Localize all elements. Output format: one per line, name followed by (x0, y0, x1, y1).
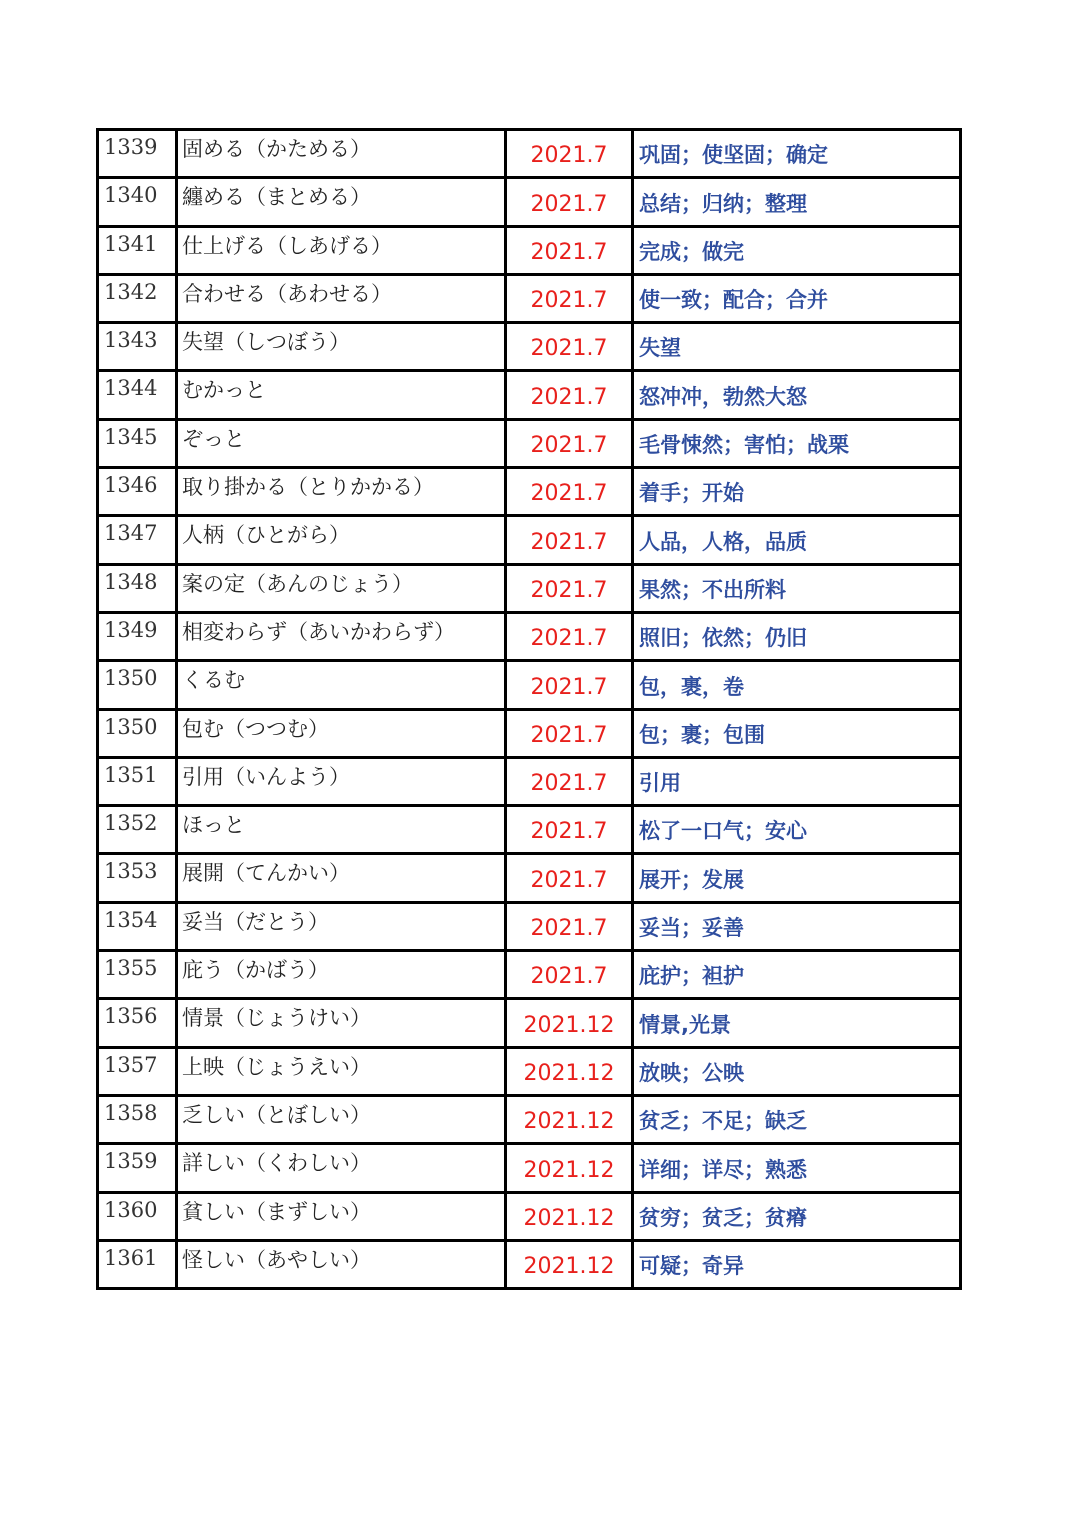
entry-number-cell: 1352 (98, 806, 177, 854)
word-cell: 仕上げる（しあげる） (177, 226, 506, 274)
word-cell: 貧しい（まずしい） (177, 1192, 506, 1240)
date-cell: 2021.7 (506, 323, 633, 371)
word-cell: 妥当（だとう） (177, 902, 506, 950)
meaning-cell: 怒冲冲，勃然大怒 (633, 371, 961, 419)
meaning-cell: 着手；开始 (633, 468, 961, 516)
date-cell: 2021.7 (506, 902, 633, 950)
meaning-cell: 贫穷；贫乏；贫瘠 (633, 1192, 961, 1240)
date-cell: 2021.12 (506, 999, 633, 1047)
word-cell: 案の定（あんのじょう） (177, 564, 506, 612)
meaning-cell: 包；裹；包围 (633, 709, 961, 757)
date-cell: 2021.7 (506, 516, 633, 564)
date-cell: 2021.7 (506, 419, 633, 467)
table-row (98, 1240, 961, 1288)
entry-number-cell: 1341 (98, 226, 177, 274)
entry-number-cell: 1354 (98, 902, 177, 950)
table-row (98, 371, 961, 419)
meaning-cell: 妥当；妥善 (633, 902, 961, 950)
entry-number-cell: 1355 (98, 951, 177, 999)
table-row (98, 178, 961, 226)
word-cell: 失望（しつぼう） (177, 323, 506, 371)
word-cell: 情景（じょうけい） (177, 999, 506, 1047)
word-cell: 合わせる（あわせる） (177, 274, 506, 322)
date-cell: 2021.7 (506, 564, 633, 612)
entry-number-cell: 1353 (98, 854, 177, 902)
date-cell: 2021.7 (506, 371, 633, 419)
date-cell: 2021.7 (506, 806, 633, 854)
entry-number-cell: 1349 (98, 612, 177, 660)
meaning-cell: 照旧；依然；仍旧 (633, 612, 961, 660)
table-row (98, 564, 961, 612)
date-cell: 2021.7 (506, 274, 633, 322)
entry-number-cell: 1345 (98, 419, 177, 467)
word-cell: 詳しい（くわしい） (177, 1144, 506, 1192)
date-cell: 2021.12 (506, 1095, 633, 1143)
table-row (98, 419, 961, 467)
entry-number-cell: 1347 (98, 516, 177, 564)
table-row (98, 468, 961, 516)
meaning-cell: 人品，人格，品质 (633, 516, 961, 564)
date-cell: 2021.7 (506, 709, 633, 757)
table-row (98, 661, 961, 709)
table-row (98, 274, 961, 322)
table-row (98, 1192, 961, 1240)
table-row (98, 1047, 961, 1095)
word-cell: 上映（じょうえい） (177, 1047, 506, 1095)
meaning-cell: 果然；不出所料 (633, 564, 961, 612)
date-cell: 2021.12 (506, 1144, 633, 1192)
meaning-cell: 松了一口气；安心 (633, 806, 961, 854)
word-cell: ほっと (177, 806, 506, 854)
date-cell: 2021.7 (506, 178, 633, 226)
date-cell: 2021.7 (506, 951, 633, 999)
word-cell: 怪しい（あやしい） (177, 1240, 506, 1288)
entry-number-cell: 1360 (98, 1192, 177, 1240)
date-cell: 2021.7 (506, 130, 633, 178)
word-cell: 相変わらず（あいかわらず） (177, 612, 506, 660)
table-row (98, 1095, 961, 1143)
entry-number-cell: 1351 (98, 757, 177, 805)
meaning-cell: 使一致；配合；合并 (633, 274, 961, 322)
word-cell: 乏しい（とぼしい） (177, 1095, 506, 1143)
date-cell: 2021.12 (506, 1192, 633, 1240)
entry-number-cell: 1361 (98, 1240, 177, 1288)
meaning-cell: 可疑；奇异 (639, 1254, 744, 1279)
date-cell: 2021.7 (506, 757, 633, 805)
meaning-cell: 完成；做完 (633, 226, 961, 274)
entry-number-cell: 1358 (98, 1095, 177, 1143)
entry-number-cell: 1359 (98, 1144, 177, 1192)
word-cell: 取り掛かる（とりかかる） (177, 468, 506, 516)
meaning-cell: 引用 (633, 757, 961, 805)
meaning-cell: 放映；公映 (633, 1047, 961, 1095)
meaning-cell: 展开；发展 (633, 854, 961, 902)
entry-number-cell: 1339 (98, 130, 177, 178)
date-cell: 2021.7 (506, 854, 633, 902)
date-cell: 2021.7 (506, 468, 633, 516)
meaning-cell: 详细；详尽；熟悉 (633, 1144, 961, 1192)
date-cell: 2021.12 (506, 1240, 633, 1288)
date-cell: 2021.12 (506, 1047, 633, 1095)
entry-number-cell: 1350 (98, 661, 177, 709)
table-row (98, 516, 961, 564)
table-row (98, 999, 961, 1047)
word-cell: 固める（かためる） (177, 130, 506, 178)
meaning-cell: 庇护；袒护 (633, 951, 961, 999)
entry-number-cell: 1340 (98, 178, 177, 226)
entry-number-cell: 1344 (98, 371, 177, 419)
entry-number-cell: 1346 (98, 468, 177, 516)
table-row (98, 806, 961, 854)
meaning-cell: 情景,光景 (633, 999, 961, 1047)
word-cell: むかっと (177, 371, 506, 419)
date-cell: 2021.7 (506, 226, 633, 274)
word-cell: 庇う（かばう） (177, 951, 506, 999)
table-row (98, 854, 961, 902)
word-cell: 包む（つつむ） (177, 709, 506, 757)
table-row (98, 323, 961, 371)
meaning-cell: 巩固；使坚固；确定 (633, 130, 961, 178)
entry-number-cell: 1348 (98, 564, 177, 612)
word-cell: 展開（てんかい） (177, 854, 506, 902)
table-row (98, 757, 961, 805)
entry-number-cell: 1342 (98, 274, 177, 322)
entry-number-cell: 1343 (98, 323, 177, 371)
table-row (98, 226, 961, 274)
entry-number-cell: 1357 (98, 1047, 177, 1095)
vocabulary-table-body (98, 130, 961, 1289)
entry-number-cell: 1350 (98, 709, 177, 757)
table-row (98, 612, 961, 660)
vocabulary-table (96, 128, 962, 1290)
date-cell: 2021.7 (506, 661, 633, 709)
date-cell: 2021.7 (506, 612, 633, 660)
table-row (98, 1144, 961, 1192)
word-cell: 人柄（ひとがら） (177, 516, 506, 564)
word-cell: 引用（いんよう） (177, 757, 506, 805)
word-cell: 纏める（まとめる） (177, 178, 506, 226)
meaning-cell: 总结；归纳；整理 (633, 178, 961, 226)
meaning-cell: 贫乏；不足；缺乏 (633, 1095, 961, 1143)
meaning-cell: 包，裹，卷 (633, 661, 961, 709)
word-cell: ぞっと (177, 419, 506, 467)
table-row (98, 902, 961, 950)
table-row (98, 709, 961, 757)
meaning-cell: 失望 (633, 323, 961, 371)
word-cell: くるむ (177, 661, 506, 709)
entry-number-cell: 1356 (98, 999, 177, 1047)
meaning-cell: 毛骨悚然；害怕；战栗 (633, 419, 961, 467)
table-row (98, 951, 961, 999)
table-row (98, 130, 961, 178)
